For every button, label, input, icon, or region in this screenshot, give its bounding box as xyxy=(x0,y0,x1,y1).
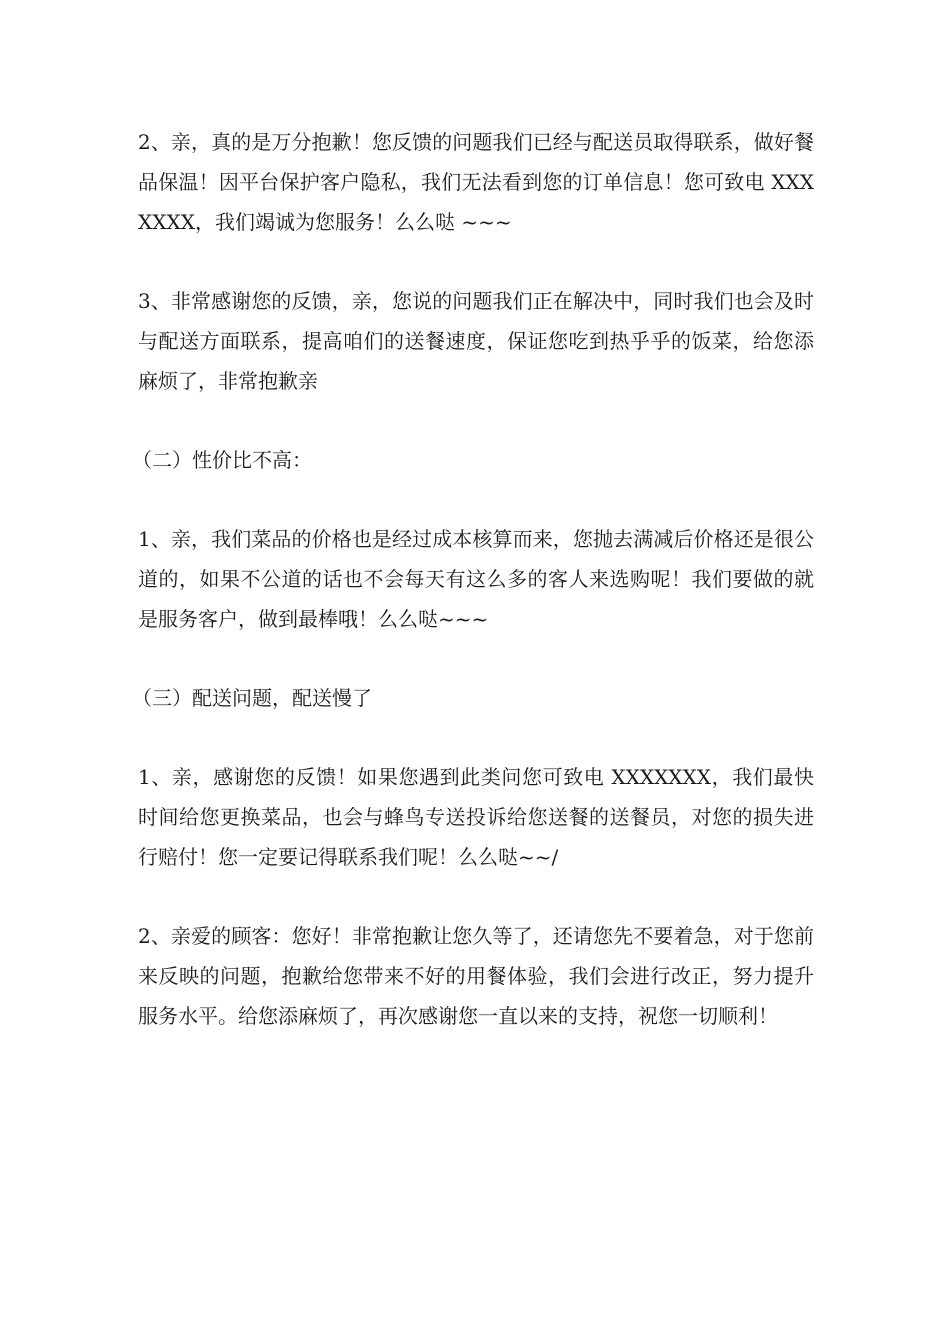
reply-paragraph: 2、亲爱的顾客：您好！非常抱歉让您久等了，还请您先不要着急，对于您前来反映的问题，抱歉给您带来不好的用餐体验，我们会进行改正，努力提升服务水平。给您添麻烦了，再次感谢您一直以来的支持，祝您一切顺利！ xyxy=(138,924,814,1028)
reply-paragraph: 3、非常感谢您的反馈，亲，您说的问题我们正在解决中，同时我们也会及时与配送方面联系，提高咱们的送餐速度，保证您吃到热乎乎的饭菜，给您添麻烦了，非常抱歉亲 xyxy=(138,289,814,393)
reply-paragraph: 1、亲，感谢您的反馈！如果您遇到此类问您可致电 XXXXXXX，我们最快时间给您更换菜品，也会与蜂鸟专送投诉给您送餐的送餐员，对您的损失进行赔付！您一定要记得联系我们呢！么么哒~~/ xyxy=(138,765,814,869)
section-heading: （三）配送问题，配送慢了 xyxy=(132,686,372,710)
section-heading: （二）性价比不高： xyxy=(132,448,312,472)
reply-paragraph: 2、亲，真的是万分抱歉！您反馈的问题我们已经与配送员取得联系，做好餐品保温！因平台保护客户隐私，我们无法看到您的订单信息！您可致电 XXXXXXX，我们竭诚为您服务！么么哒 ~~~ xyxy=(138,130,814,234)
document-body xyxy=(132,122,814,1075)
reply-paragraph: 1、亲，我们菜品的价格也是经过成本核算而来，您抛去满减后价格还是很公道的，如果不公道的话也不会每天有这么多的客人来选购呢！我们要做的就是服务客户，做到最棒哦！么么哒~~~ xyxy=(138,527,814,631)
